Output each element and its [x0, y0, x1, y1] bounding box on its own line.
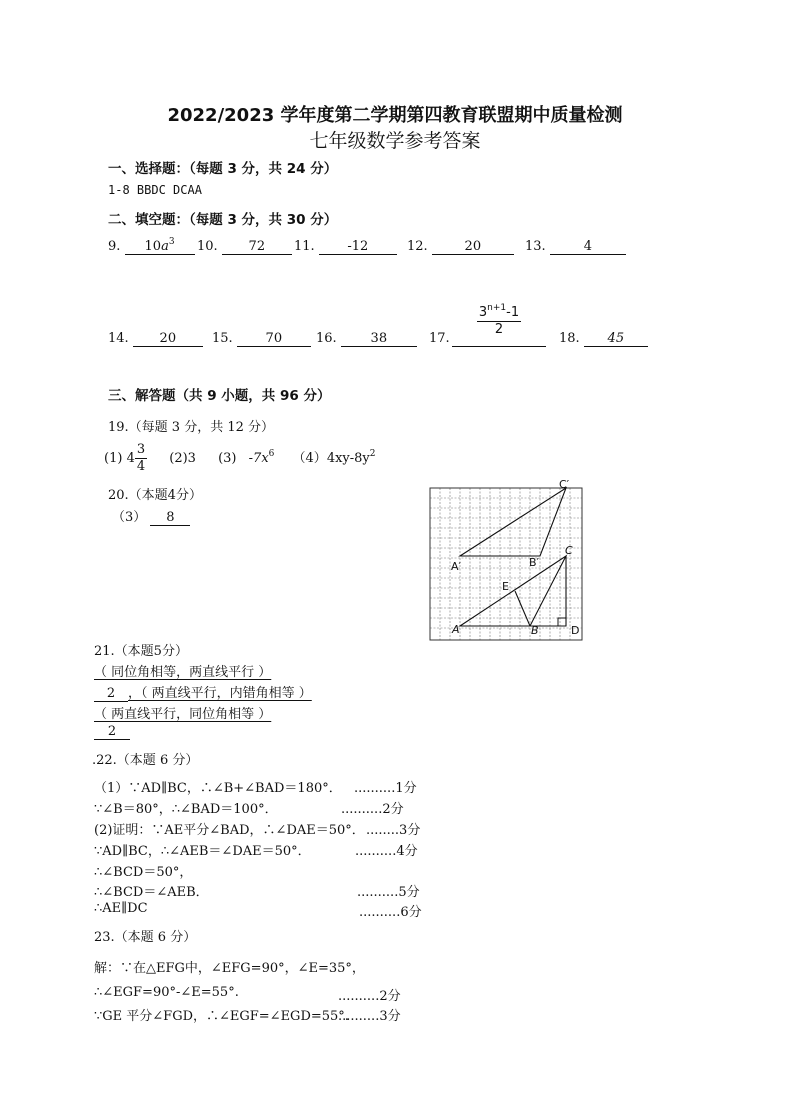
fill-item-9 [108, 239, 195, 255]
right-angle-mark [558, 618, 566, 626]
item-number: 18. [559, 331, 580, 346]
q23-score-2: ..........2分 [338, 989, 401, 1004]
mixed-fraction: $\frac{3}{4}$ [136, 442, 146, 474]
fill-item-15 [212, 331, 311, 347]
q20-part3: （3） 8 [112, 506, 190, 526]
q19-title: 19.（每题 3 分，共 12 分） [108, 420, 275, 435]
q22-title: .22.（本题 6 分） [92, 753, 199, 768]
q22-line-1: （1）∵AD∥BC，∴∠B+∠BAD＝180°． [94, 781, 342, 796]
q20-title: 20.（本题4分） [108, 488, 202, 503]
item-number: 9. [108, 239, 121, 254]
q23-line-3: ∵GE 平分∠FGD，∴∠EGF=∠EGD=55°. [94, 1009, 349, 1024]
q21-title: 21.（本题5分） [94, 644, 188, 659]
q22-score-2: ..........2分 [341, 802, 404, 817]
answer-blank: -12 [319, 240, 397, 255]
answer-blank: 72 [222, 240, 292, 255]
q22-line-2: ∵∠B＝80°，∴∠BAD＝100°． [94, 802, 278, 817]
item-number: 11. [294, 239, 315, 254]
label-c-prime: C′ [559, 478, 570, 491]
fill-item-14 [108, 331, 203, 347]
section-1-answers: 1-8 BBDC DCAA [108, 183, 202, 197]
item-number: 14. [108, 331, 129, 346]
q21-line1: （ 同位角相等，两直线平行 ） [94, 665, 272, 680]
q22-score-6: ..........5分 [357, 885, 420, 900]
item-number: 13. [525, 239, 546, 254]
q23-score-3: ..........3分 [338, 1009, 401, 1024]
answer-blank: 45 [584, 332, 648, 347]
q23-title: 23.（本题 6 分） [94, 930, 197, 945]
section-2-heading: 二、填空题：（每题 3 分，共 30 分） [108, 212, 338, 228]
item-number: 16. [316, 331, 337, 346]
answer-blank: 20 [133, 332, 203, 347]
q21-line3: （ 两直线平行，同位角相等 ） [94, 707, 272, 722]
fill-item-17-number: 17. [429, 331, 450, 346]
item-number: 12. [407, 239, 428, 254]
page-subtitle: 七年级数学参考答案 [309, 130, 481, 152]
fill-item-17-fraction [452, 305, 546, 338]
q19-answers: (1) 4 $\frac{3}{4}$ (2)3 (3) $-7x^6$ $(4)4xy-8y^2$ [104, 442, 376, 474]
label-b-prime: B′ [529, 556, 540, 569]
fill-item-11 [294, 239, 397, 255]
q22-score-3: ........3分 [366, 823, 421, 838]
q20-grid-figure [427, 478, 585, 644]
fill-item-12 [407, 239, 514, 255]
fill-item-18 [559, 331, 648, 347]
q22-line-7: ∴AE∥DC [94, 901, 148, 916]
label-a: A [452, 623, 460, 636]
label-b: B [531, 624, 539, 637]
q22-line-6: ∴∠BCD＝∠AEB． [94, 885, 209, 900]
answer-blank: 8 [150, 511, 190, 526]
q22-line-3: (2)证明：∵AE平分∠BAD，∴∠DAE＝50°． [94, 823, 365, 838]
label-d: D [571, 624, 580, 637]
q22-line-5: ∴∠BCD＝50°， [94, 865, 193, 880]
q22-score-1: ..........1分 [354, 781, 417, 796]
label-e: E [502, 580, 509, 593]
section-3-heading: 三、解答题（共 9 小题，共 96 分） [108, 388, 331, 404]
section-1-heading: 一、选择题：（每题 3 分，共 24 分） [108, 161, 338, 177]
fill-item-16 [316, 331, 417, 347]
fill-item-13 [525, 239, 626, 255]
q21-line2: 2 ，（ 两直线平行，内错角相等 ） [94, 682, 312, 702]
answer-blank: 70 [237, 332, 311, 347]
label-a-prime: A′ [451, 560, 462, 573]
segment-e [515, 591, 530, 626]
q22-score-4: ..........4分 [355, 844, 418, 859]
answer-blank: 38 [341, 332, 417, 347]
q22-score-7: ..........6分 [359, 905, 422, 920]
q23-line-2: ∴∠EGF=90°-∠E=55°. [94, 985, 239, 1000]
label-c: C [565, 544, 573, 557]
q22-line-4: ∵AD∥BC，∴∠AEB＝∠DAE＝50°． [94, 844, 311, 859]
fill-item-10 [197, 239, 292, 255]
fraction: $\frac{3^{n+1}-1}{2}$ [478, 303, 520, 337]
q21-line4: 2 [94, 724, 130, 740]
q23-line-1: 解：∵在△EFG中，∠EFG=90°，∠E=35°， [94, 961, 365, 976]
page-title: 2022/2023 学年度第二学期第四教育联盟期中质量检测 [167, 105, 623, 126]
answer-blank: 4 [550, 240, 626, 255]
fill-item-17-blank-line [452, 346, 546, 347]
answer-blank: 20 [432, 240, 514, 255]
item-number: 10. [197, 239, 218, 254]
item-number: 15. [212, 331, 233, 346]
answer-blank: $10a^3$ [125, 240, 195, 255]
